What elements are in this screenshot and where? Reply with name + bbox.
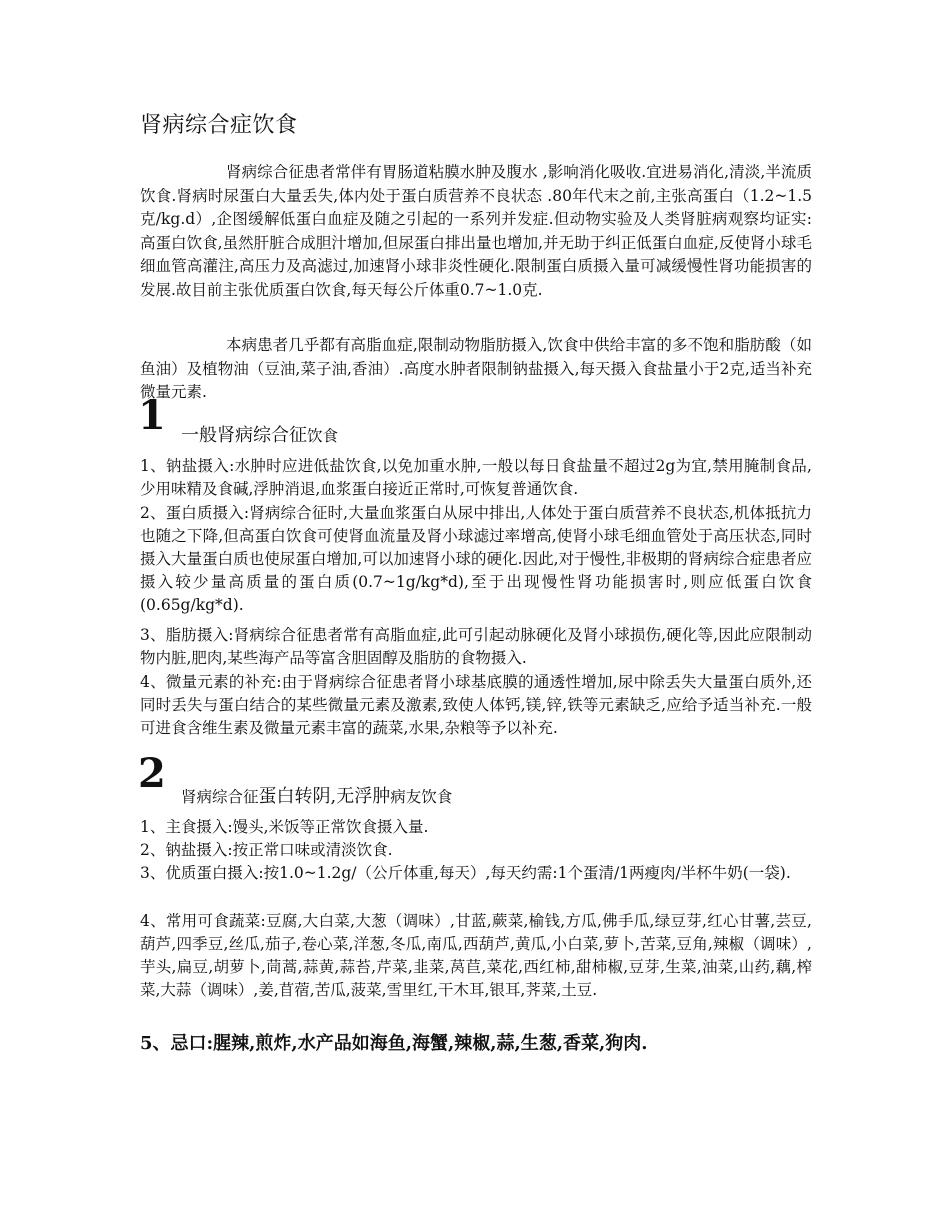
intro-paragraph-2: 本病患者几乎都有高脂血症,限制动物脂肪摄入,饮食中供给丰富的多不饱和脂肪酸（如鱼油）及植物油（豆油,菜子油,香油）.高度水肿者限制钠盐摄入,每天摄入食盐量小于2克,适当补充微量元素. xyxy=(140,336,812,401)
section-2-heading xyxy=(181,782,452,808)
section-2-heading-tail: 病友饮食 xyxy=(390,788,453,806)
intro-paragraph-1: 肾病综合征患者常伴有胃肠道粘膜水肿及腹水 ,影响消化吸收.宜进易消化,清淡,半流质饮食.肾病时尿蛋白大量丢失,体内处于蛋白质营养不良状态 .80年代末之前,主张高蛋白（1.2~1.5克/kg.d）,企图缓解低蛋白血症及随之引起的一系列并发症.但动物实验及人类肾脏病观察均证实:高蛋白饮食,虽然肝脏合成胆汁增加,但尿蛋白排出量也增加,并无助于纠正低蛋白血症,反使肾小球毛细血管高灌注,高压力及高滤过,加速肾小球非炎性硬化.限制蛋白质摄入量可减缓慢性肾功能损害的发展.故目前主张优质蛋白饮食,每天每公斤体重0.7~1.0克. xyxy=(140,163,812,299)
section-1-heading-main: 一般肾病综合征 xyxy=(181,425,307,446)
section-2-heading-main: 蛋白转阴,无浮肿 xyxy=(258,786,391,807)
section-2-item-3: 3、优质蛋白摄入:按1.0~1.2g/（公斤体重,每天）,每天约需:1个蛋清/1两瘦肉/半杯牛奶(一袋). xyxy=(140,864,791,882)
section-2-number: 2 xyxy=(138,750,166,797)
section-2-heading-prefix: 肾病综合征 xyxy=(181,788,259,806)
section-2-item-1: 1、主食摄入:馒头,米饭等正常饮食摄入量. xyxy=(140,818,429,836)
section-1-item-3: 3、脂肪摄入:肾病综合征患者常有高脂血症,此可引起动脉硬化及肾小球损伤,硬化等,因此应限制动物内脏,肥肉,某些海产品等富含胆固醇及脂肪的食物摄入. xyxy=(140,626,812,667)
section-1-item-2: 2、蛋白质摄入:肾病综合征时,大量血浆蛋白从尿中排出,人体处于蛋白质营养不良状态,机体抵抗力也随之下降,但高蛋白饮食可使肾血流量及肾小球滤过率增高,使肾小球毛细血管处于高压状态,同时摄入大量蛋白质也使尿蛋白增加,可以加速肾小球的硬化.因此,对于慢性,非极期的肾病综合症患者应摄入较少量高质量的蛋白质(0.7~1g/kg*d),至于出现慢性肾功能损害时,则应低蛋白饮食(0.65g/kg*d). xyxy=(140,504,812,614)
section-2-item-4: 4、常用可食蔬菜:豆腐,大白菜,大葱（调味）,甘蓝,蕨菜,榆钱,方瓜,佛手瓜,绿豆芽,红心甘薯,芸豆,葫芦,四季豆,丝瓜,茄子,卷心菜,洋葱,冬瓜,南瓜,西葫芦,黄瓜,小白菜,萝卜,苦菜,豆角,辣椒（调味）,芋头,扁豆,胡萝卜,茼蒿,蒜黄,蒜苔,芹菜,韭菜,莴苣,菜花,西红柿,甜柿椒,豆芽,生菜,油菜,山药,藕,榨菜,大蒜（调味）,姜,苜蓿,苦瓜,菠菜,雪里红,干木耳,银耳,荠菜,土豆. xyxy=(140,912,812,999)
section-1-heading xyxy=(181,421,338,447)
section-1-item-4: 4、微量元素的补充:由于肾病综合征患者肾小球基底膜的通透性增加,尿中除丢失大量蛋白质外,还同时丢失与蛋白结合的某些微量元素及激素,致使人体钙,镁,锌,铁等元素缺乏,应给予适当补充.一般可进食含维生素及微量元素丰富的蔬菜,水果,杂粮等予以补充. xyxy=(140,673,812,737)
document-title: 肾病综合症饮食 xyxy=(140,113,298,138)
section-1-heading-tail: 饮食 xyxy=(307,427,339,445)
section-2-item-5: 5、忌口:腥辣,煎炸,水产品如海鱼,海蟹,辣椒,蒜,生葱,香菜,狗肉. xyxy=(140,1033,648,1054)
section-2-item-2: 2、钠盐摄入:按正常口味或清淡饮食. xyxy=(140,841,393,859)
section-1-number: 1 xyxy=(138,392,166,439)
section-1-item-1: 1、钠盐摄入:水肿时应进低盐饮食,以免加重水肿,一般以每日食盐量不超过2g为宜,禁用腌制食品,少用味精及食碱,浮肿消退,血浆蛋白接近正常时,可恢复普通饮食. xyxy=(140,457,812,498)
